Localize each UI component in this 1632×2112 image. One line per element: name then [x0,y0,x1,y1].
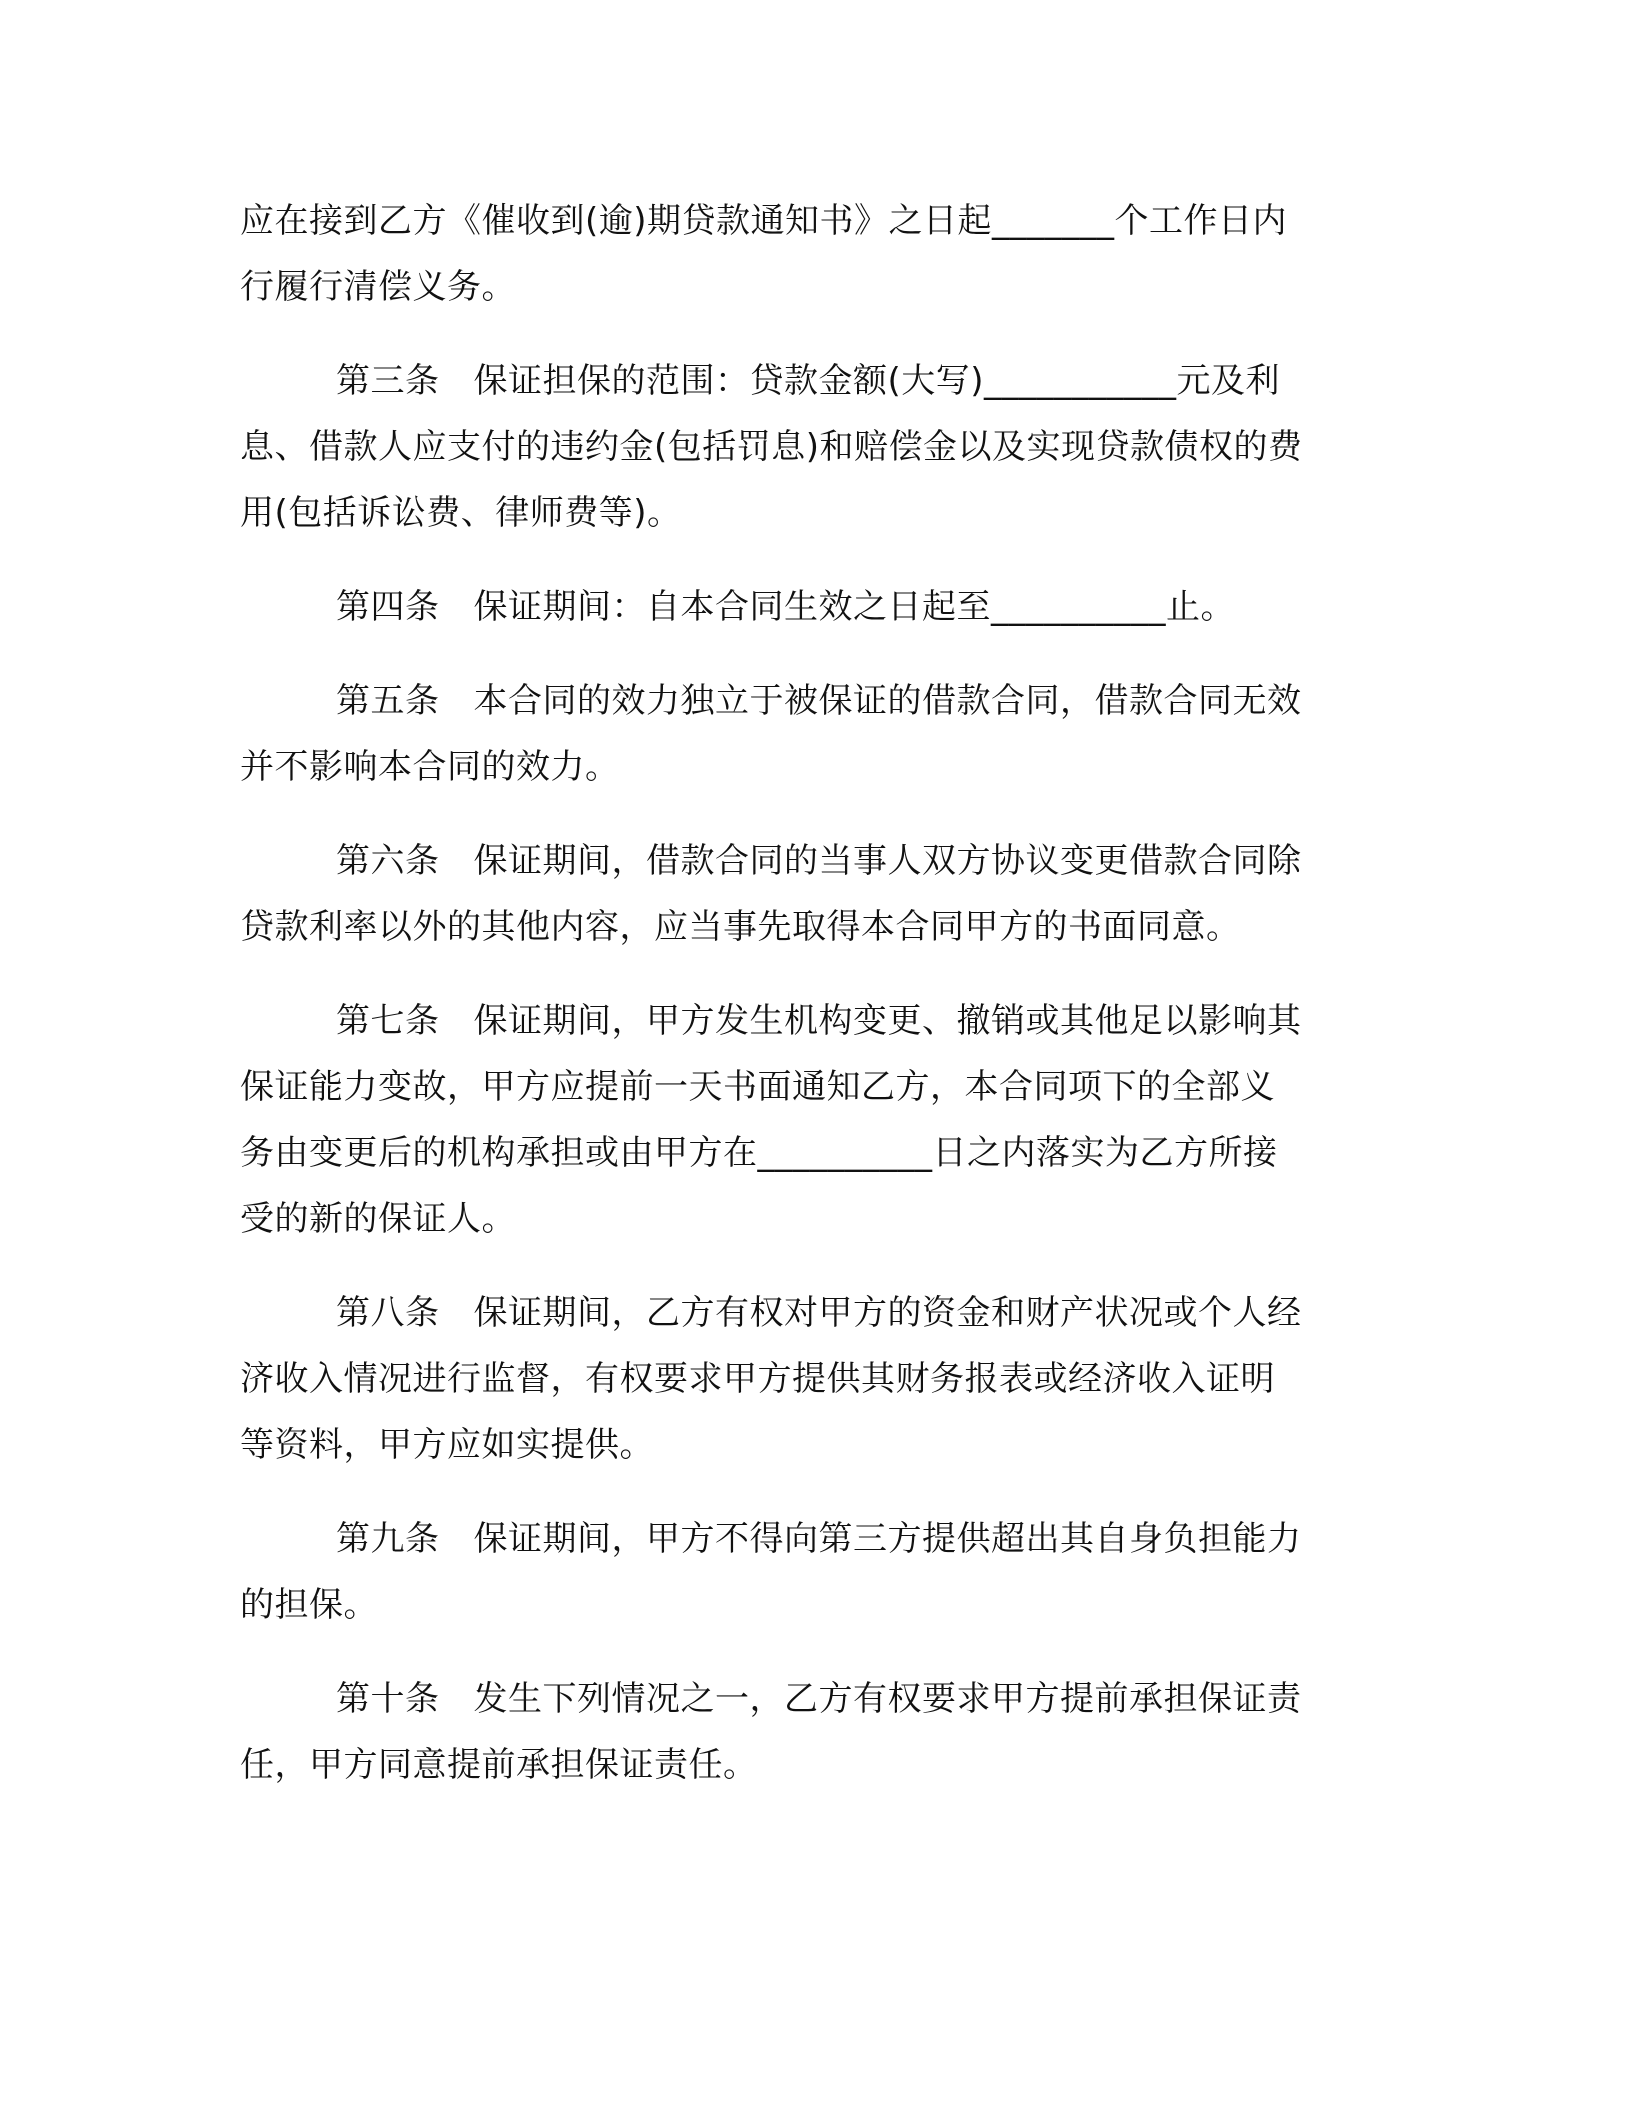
text-line: 保证能力变故，甲方应提前一天书面通知乙方，本合同项下的全部义 [240,1067,1275,1107]
text-line: 行履行清偿义务。 [240,267,516,307]
text-line: 保证担保的范围：贷款金额(大写)___________元及利 [473,361,1281,401]
article-7 [240,988,1390,1252]
document-body [240,188,1390,1798]
text-line: 应在接到乙方《催收到(逾)期贷款通知书》之日起_______个工作日内 [240,201,1288,241]
text-line: 等资料，甲方应如实提供。 [240,1425,654,1465]
text-line: 务由变更后的机构承担或由甲方在__________日之内落实为乙方所接 [240,1133,1278,1173]
article-number: 第三条 [336,361,440,401]
article-number: 第四条 [336,587,440,627]
article-10 [240,1666,1390,1798]
article-9 [240,1506,1390,1638]
text-line: 息、借款人应支付的违约金(包括罚息)和赔偿金以及实现贷款债权的费 [240,427,1303,467]
article-number: 第六条 [336,841,440,881]
text-line: 济收入情况进行监督，有权要求甲方提供其财务报表或经济收入证明 [240,1359,1275,1399]
article-6 [240,828,1390,960]
article-number: 第九条 [336,1519,440,1559]
text-line: 并不影响本合同的效力。 [240,747,620,787]
text-line: 保证期间：自本合同生效之日起至__________止。 [473,587,1235,627]
text-line: 贷款利率以外的其他内容，应当事先取得本合同甲方的书面同意。 [240,907,1241,947]
article-number: 第十条 [336,1679,440,1719]
article-number: 第七条 [336,1001,440,1041]
text-line: 用(包括诉讼费、律师费等)。 [240,493,682,533]
text-line: 保证期间，甲方不得向第三方提供超出其自身负担能力 [473,1519,1302,1559]
article-number: 第五条 [336,681,440,721]
paragraph-continuation [240,188,1390,320]
article-4 [240,574,1390,640]
text-line: 任，甲方同意提前承担保证责任。 [240,1745,758,1785]
text-line: 发生下列情况之一，乙方有权要求甲方提前承担保证责 [473,1679,1302,1719]
text-line: 的担保。 [240,1585,378,1625]
article-8 [240,1280,1390,1478]
article-3 [240,348,1390,546]
text-line: 保证期间，甲方发生机构变更、撤销或其他足以影响其 [473,1001,1302,1041]
text-line: 受的新的保证人。 [240,1199,516,1239]
text-line: 保证期间，乙方有权对甲方的资金和财产状况或个人经 [473,1293,1302,1333]
text-line: 本合同的效力独立于被保证的借款合同，借款合同无效 [473,681,1302,721]
article-number: 第八条 [336,1293,440,1333]
text-line: 保证期间，借款合同的当事人双方协议变更借款合同除 [473,841,1302,881]
article-5 [240,668,1390,800]
